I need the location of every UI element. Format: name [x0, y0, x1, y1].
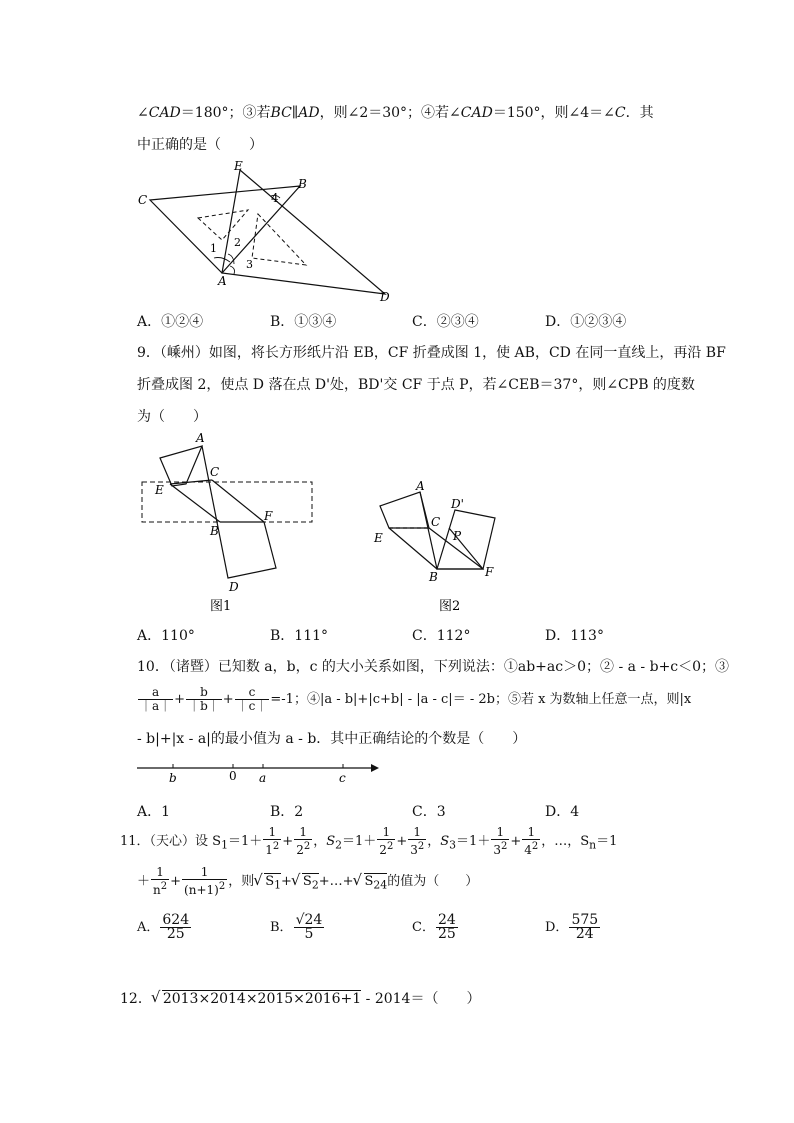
- axis-label-a: a: [259, 771, 267, 785]
- q10-frac-a: $\frac{a}{|a|}$: [140, 685, 172, 713]
- q10-line3: - b|+|x - a|的最小值为 a - b．其中正确结论的个数是（ ）: [137, 731, 527, 747]
- q9-fig2-label-Dp: D': [451, 497, 464, 511]
- q9-fig2-label-C: C: [431, 515, 441, 529]
- q12-line: 12．√ 2013×2014×2015×2016+1 - 2014＝（ ）: [120, 988, 480, 1008]
- q9-fig1-label-B: B: [210, 524, 219, 538]
- q9-fig2-label-A: A: [416, 479, 425, 493]
- q9-option-c[interactable]: C．112°: [412, 628, 471, 644]
- q8-option-b[interactable]: B．①③④: [270, 314, 337, 330]
- q10-option-c[interactable]: C．3: [412, 804, 446, 820]
- q9-fig2-label-P: P: [453, 529, 462, 543]
- q10-frac-b: $\frac{b}{|b|}$: [188, 685, 220, 713]
- axis-label-b: b: [169, 771, 177, 785]
- q8-option-a[interactable]: A．①②④: [137, 314, 204, 330]
- q10-option-a[interactable]: A．1: [137, 804, 171, 820]
- q8-option-d[interactable]: D．①②③④: [545, 314, 627, 330]
- q10-line2: $\frac{a}{|a|}$ + $\frac{b}{|b|}$ + $\frac{c}{|c|}$ =-1；④|a - b|+|c+b| - |a - c|＝ - 2b；⑤若 x 为数轴上任意一点，则|x: [140, 685, 692, 713]
- q9-fig2-label-E: E: [374, 531, 383, 545]
- axis-label-c: c: [339, 771, 346, 785]
- q9-fig1-label-F: F: [264, 509, 273, 523]
- q9-line1: 9．（嵊州）如图，将长方形纸片沿 EB，CF 折叠成图 1，使 AB，CD 在同一直线上，再沿 BF: [137, 345, 726, 361]
- q11-line1: 11．（天心）设 $S_1=1+$ $\frac{1}{1^2}$ + $\frac{1}{2^2}$ ，$S_2=1+$ $\frac{1}{2^2}$ + $\frac{1}{3^2}$ ，$S_3=1+$ $\frac{1}{3^2}$ + $\frac{1}{4^2}$ ，…，$S_n=1$: [120, 825, 618, 857]
- q9-fig1-label-C: C: [210, 465, 220, 479]
- q10-number-line: [135, 756, 385, 786]
- axis-label-zero: 0: [229, 769, 237, 783]
- q8-line2: 中正确的是（ ）: [137, 137, 263, 153]
- q8-option-c[interactable]: C．②③④: [412, 314, 479, 330]
- q9-fig2-label-F: F: [485, 565, 494, 579]
- q11-option-a[interactable]: A． $\frac{624}{25}$: [137, 912, 190, 942]
- q9-fig1-label-D: D: [229, 580, 239, 594]
- q9-fig1-caption: 图1: [210, 599, 232, 614]
- q8-label-E: E: [234, 159, 243, 173]
- q9-option-a[interactable]: A．110°: [137, 628, 195, 644]
- q9-fig2-label-B: B: [429, 570, 438, 584]
- q8-figure: [130, 158, 400, 308]
- q10-option-b[interactable]: B．2: [270, 804, 304, 820]
- q9-option-d[interactable]: D．113°: [545, 628, 604, 644]
- q10-options: [137, 801, 697, 821]
- q11-line2: ＋ $\frac{1}{n^2}$ + $\frac{1}{(n+1)^2}$ ，则√ $S_1+√$ $S_2+\dots+√$ $S_{24}$的值为（ ）: [137, 866, 478, 897]
- q10-frac-c: $\frac{c}{|c|}$: [236, 685, 268, 713]
- q9-figure-1: [130, 428, 330, 618]
- q8-label-1: 1: [210, 242, 217, 255]
- q9-options: [137, 625, 697, 645]
- q9-fig2-caption: 图2: [439, 599, 461, 614]
- q8-label-3: 3: [246, 258, 253, 271]
- q10-line1: 10．（诸暨）已知数 a，b，c 的大小关系如图，下列说法：①ab+ac＞0；② - a - b+c＜0；③: [137, 659, 730, 675]
- q8-label-4: 4: [271, 191, 279, 205]
- q11-options: [137, 914, 697, 948]
- q8-label-B: B: [298, 177, 307, 191]
- q8-label-2: 2: [234, 236, 241, 249]
- q8-label-A: A: [218, 274, 227, 288]
- q10-option-d[interactable]: D．4: [545, 804, 580, 820]
- q9-figure-2: [365, 470, 515, 618]
- q9-line3: 为（ ）: [137, 409, 207, 425]
- q8-options: [137, 311, 697, 331]
- q12-radical: √ 2013×2014×2015×2016+1: [162, 990, 361, 1007]
- q11-option-c[interactable]: C． $\frac{24}{25}$: [412, 912, 456, 942]
- q9-fig1-label-A: A: [196, 431, 205, 445]
- q9-line2: 折叠成图 2，使点 D 落在点 D'处，BD'交 CF 于点 P，若∠CEB＝37°，则∠CPB 的度数: [137, 377, 695, 393]
- q11-option-b[interactable]: B． $\frac{√24}{5}$: [270, 912, 323, 942]
- q11-option-d[interactable]: D． $\frac{575}{24}$: [545, 912, 599, 942]
- q8-label-C: C: [138, 193, 148, 207]
- q9-option-b[interactable]: B．111°: [270, 628, 329, 644]
- q8-line1: ∠CAD＝180°；③若BC∥AD，则∠2＝30°；④若∠CAD＝150°，则∠4＝∠C．其: [137, 105, 654, 121]
- q8-label-D: D: [380, 290, 390, 304]
- q9-fig1-label-E: E: [155, 483, 164, 497]
